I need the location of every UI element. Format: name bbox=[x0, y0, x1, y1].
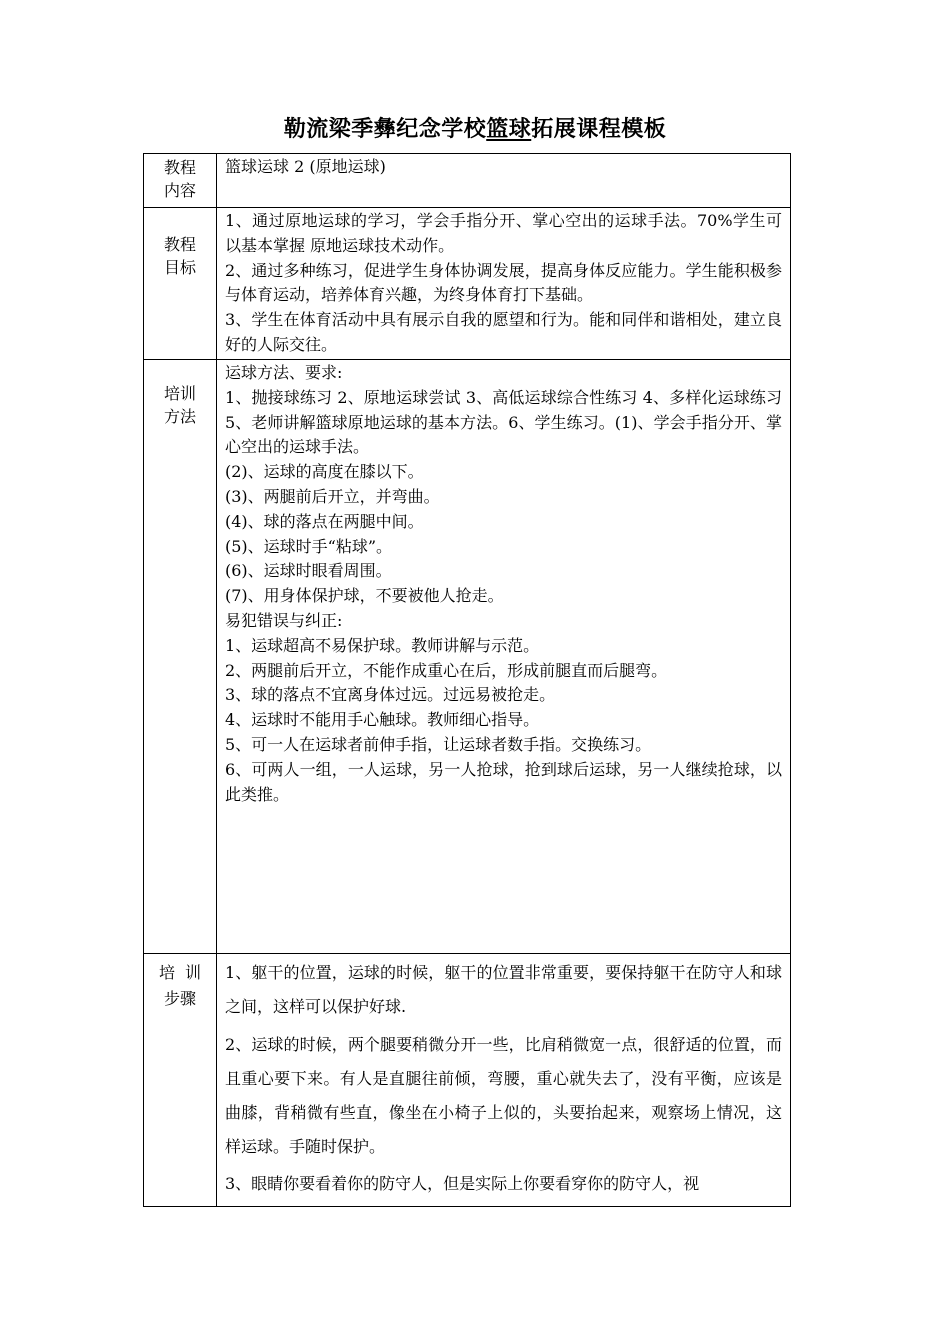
content-line: 3、学生在体育活动中具有展示自我的愿望和行为。能和同伴和谐相处，建立良好的人际交往。 bbox=[225, 310, 782, 354]
content-line: 2、运球的时候，两个腿要稍微分开一些，比肩稍微宽一点，很舒适的位置，而且重心要下来。有人是直腿往前倾，弯腰，重心就失去了，没有平衡，应该是曲膝，背稍微有些直，像坐在小椅子上似的，头要抬起来，观察场上情况，这样运球。手随时保护。 bbox=[225, 1034, 782, 1156]
content-line: (2)、运球的高度在膝以下。 bbox=[225, 462, 424, 482]
cell-training-methods bbox=[217, 360, 791, 954]
content-line: 运球方法、要求: bbox=[225, 363, 343, 382]
content-line: 2、通过多种练习，促进学生身体协调发展，提高身体反应能力。学生能积极参与体育运动，培养体育兴趣，为终身体育打下基础。 bbox=[225, 260, 782, 305]
content-line: 1、抛接球练习 2、原地运球尝试 3、高低运球综合性练习 4、多样化运球练习 5、老师讲解篮球原地运球的基本方法。6、学生练习。(1)、学会手指分开、掌心空出的运球手法。 bbox=[225, 387, 782, 457]
label-line: 教程 bbox=[163, 235, 196, 254]
label-course-content bbox=[144, 154, 217, 208]
row-steps bbox=[144, 954, 791, 1207]
content-line: 1、躯干的位置，运球的时候，躯干的位置非常重要，要保持躯干在防守人和球之间，这样可以保护好球. bbox=[225, 963, 782, 1016]
content-line: 4、运球时不能用手心触球。教师细心指导。 bbox=[225, 710, 540, 730]
title-prefix: 勒流梁季彝纪念学校 bbox=[283, 116, 487, 142]
content-line: (5)、运球时手“粘球”。 bbox=[225, 536, 393, 556]
label-training-methods bbox=[144, 360, 217, 954]
title-suffix: 拓展课程模板 bbox=[531, 116, 667, 142]
row-goals bbox=[144, 208, 791, 360]
content-line: 3、眼睛你要看着你的防守人，但是实际上你要看穿你的防守人，视 bbox=[225, 1174, 700, 1193]
cell-course-goals bbox=[217, 208, 791, 360]
content-line: 1、运球超高不易保护球。教师讲解与示范。 bbox=[225, 635, 540, 655]
label-line: 目标 bbox=[163, 258, 196, 277]
content-line: 易犯错误与纠正: bbox=[225, 610, 343, 630]
row-methods bbox=[144, 360, 791, 954]
label-line: 培训 bbox=[158, 963, 211, 982]
content-line: 篮球运球 2 (原地运球) bbox=[225, 157, 386, 176]
content-line: (4)、球的落点在两腿中间。 bbox=[225, 511, 424, 531]
label-line: 培训 bbox=[163, 384, 196, 403]
content-line: (7)、用身体保护球，不要被他人抢走。 bbox=[225, 586, 504, 606]
content-line: 2、两腿前后开立，不能作成重心在后，形成前腿直而后腿弯。 bbox=[225, 660, 668, 680]
cell-training-steps bbox=[217, 954, 791, 1207]
cell-course-content bbox=[217, 154, 791, 208]
label-training-steps bbox=[144, 954, 217, 1207]
label-line: 内容 bbox=[163, 181, 196, 200]
content-line: 1、通过原地运球的学习，学会手指分开、掌心空出的运球手法。70%学生可以基本掌握 原地运球技术动作。 bbox=[225, 211, 782, 255]
content-line: 6、可两人一组，一人运球，另一人抢球，抢到球后运球，另一人继续抢球，以此类推。 bbox=[225, 759, 782, 804]
title-underlined: 篮球 bbox=[486, 116, 532, 142]
label-line: 方法 bbox=[163, 407, 196, 426]
content-line: 3、球的落点不宜离身体过远。过远易被抢走。 bbox=[225, 685, 556, 705]
course-plan-table bbox=[143, 153, 791, 1207]
row-content bbox=[144, 154, 791, 208]
content-line: (6)、运球时眼看周围。 bbox=[225, 561, 392, 581]
content-line: 5、可一人在运球者前伸手指，让运球者数手指。交换练习。 bbox=[225, 734, 652, 754]
label-line: 教程 bbox=[163, 158, 196, 177]
page-title bbox=[0, 112, 950, 143]
label-line: 步骤 bbox=[163, 989, 196, 1008]
label-course-goals bbox=[144, 208, 217, 360]
content-line: (3)、两腿前后开立，并弯曲。 bbox=[225, 486, 440, 506]
